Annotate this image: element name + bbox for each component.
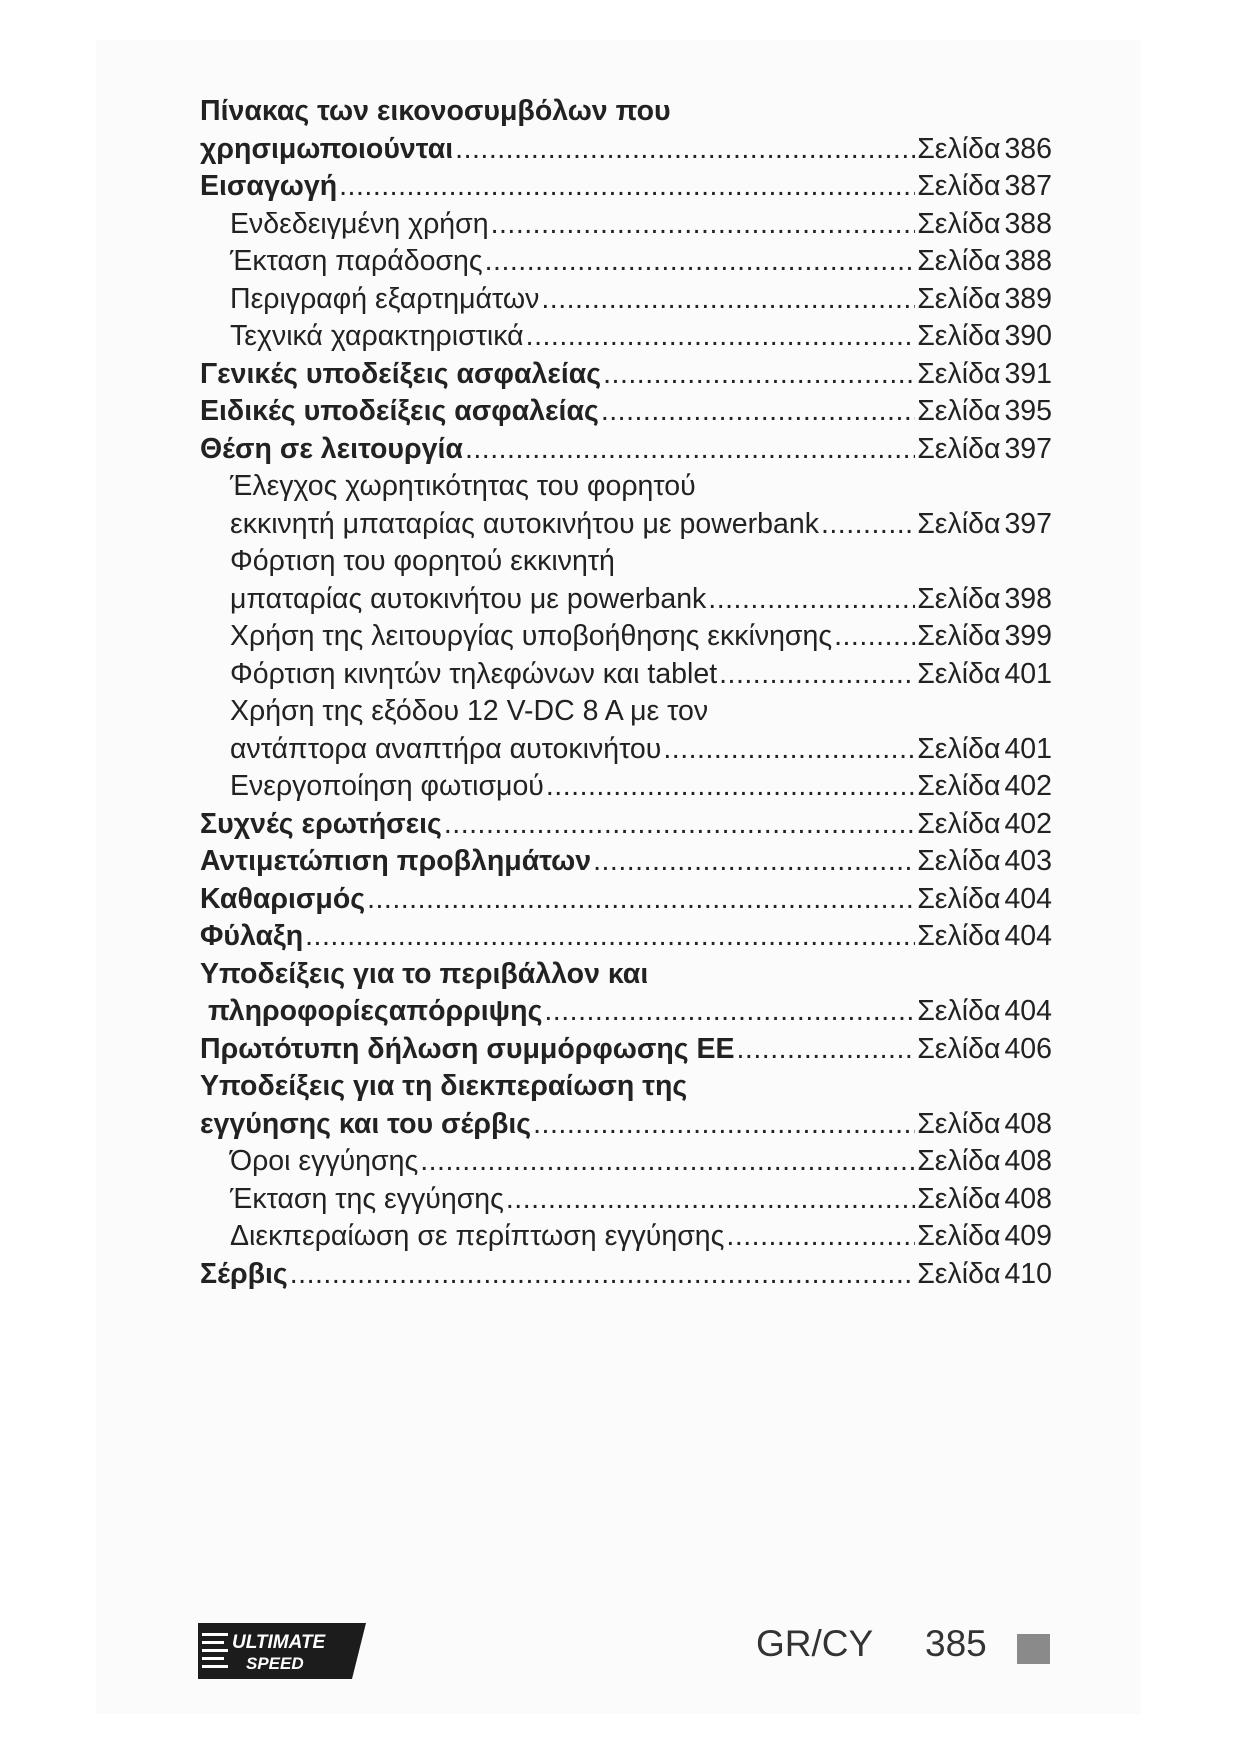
dot-leader bbox=[546, 768, 915, 806]
toc-entry-title: Υποδείξεις για τη διεκπεραίωση της bbox=[200, 1070, 688, 1102]
page-word: Σελίδα bbox=[917, 132, 1001, 165]
toc-entry-title: Διεκπεραίωση σε περίπτωση εγγύησης bbox=[230, 1220, 725, 1252]
toc-entry bbox=[200, 656, 1052, 694]
toc-entry bbox=[200, 168, 1052, 206]
toc-entry-title: Έλεγχος χωρητικότητας του φορητού bbox=[230, 470, 696, 502]
ultimate-speed-logo bbox=[198, 1623, 366, 1679]
page-word: Σελίδα bbox=[917, 770, 1001, 802]
page-number: 408 bbox=[1004, 1182, 1052, 1215]
toc-entry bbox=[200, 1256, 1052, 1294]
page-word: Σελίδα bbox=[917, 432, 1001, 465]
dot-leader bbox=[544, 993, 915, 1031]
toc-entry bbox=[200, 1218, 1052, 1256]
toc-entry-title: Όροι εγγύησης bbox=[230, 1145, 419, 1177]
page-number: 404 bbox=[1004, 882, 1052, 915]
toc-page-ref bbox=[917, 656, 1052, 694]
page-number: 408 bbox=[1004, 1145, 1052, 1177]
toc-entry-title: μπαταρίας αυτοκινήτου με powerbank bbox=[230, 582, 707, 615]
toc-entry bbox=[200, 881, 1052, 919]
toc-page-ref bbox=[917, 1181, 1052, 1219]
toc-entry-title: Χρήση της εξόδου 12 V-DC 8 A με τον bbox=[230, 695, 709, 727]
page-word: Σελίδα bbox=[917, 207, 1001, 240]
dot-leader bbox=[455, 131, 915, 169]
dot-leader bbox=[367, 881, 915, 919]
table-of-contents bbox=[200, 93, 1052, 1293]
page-number: 409 bbox=[1004, 1220, 1052, 1252]
toc-page-ref bbox=[917, 843, 1052, 881]
toc-page-ref bbox=[917, 506, 1052, 544]
page-word: Σελίδα bbox=[917, 320, 1001, 352]
page-word: Σελίδα bbox=[917, 282, 1001, 315]
toc-entry bbox=[200, 993, 1052, 1031]
logo-text-bottom: SPEED bbox=[246, 1654, 304, 1673]
page-number: 389 bbox=[1004, 282, 1052, 315]
page-word: Σελίδα bbox=[917, 1182, 1001, 1215]
toc-entry bbox=[200, 731, 1052, 769]
page-number: 399 bbox=[1004, 620, 1052, 652]
toc-entry bbox=[200, 281, 1052, 319]
toc-entry-title: Πρωτότυπη δήλωση συμμόρφωσης ΕΕ bbox=[200, 1032, 735, 1065]
logo-speed-line bbox=[202, 1657, 224, 1660]
page-number: 403 bbox=[1004, 845, 1052, 877]
toc-entry bbox=[200, 206, 1052, 244]
dot-leader bbox=[339, 168, 915, 206]
dot-leader bbox=[420, 1143, 915, 1181]
toc-entry-title: Περιγραφή εξαρτημάτων bbox=[230, 282, 540, 315]
dot-leader bbox=[533, 1106, 915, 1144]
toc-entry bbox=[200, 1106, 1052, 1144]
page-word: Σελίδα bbox=[917, 1220, 1001, 1252]
toc-page-ref bbox=[917, 618, 1052, 656]
toc-page-ref bbox=[917, 768, 1052, 806]
toc-entry bbox=[200, 1143, 1052, 1181]
toc-entry-title: εκκινητή μπαταρίας αυτοκινήτου με powerbank bbox=[230, 507, 819, 540]
page-number: 390 bbox=[1004, 320, 1052, 352]
dot-leader bbox=[663, 731, 915, 769]
toc-page-ref bbox=[917, 281, 1052, 319]
toc-entry bbox=[200, 393, 1052, 431]
toc-page-ref bbox=[917, 431, 1052, 469]
logo-speed-line bbox=[202, 1649, 228, 1652]
dot-leader bbox=[708, 581, 915, 619]
toc-page-ref bbox=[917, 1143, 1052, 1181]
logo-speed-line bbox=[202, 1641, 224, 1644]
page-word: Σελίδα bbox=[917, 1145, 1001, 1177]
dot-leader bbox=[603, 356, 915, 394]
page-word: Σελίδα bbox=[917, 582, 1001, 615]
page-word: Σελίδα bbox=[917, 807, 1001, 840]
toc-page-ref bbox=[917, 131, 1052, 169]
toc-entry bbox=[200, 1068, 1052, 1106]
page-word: Σελίδα bbox=[917, 1032, 1001, 1065]
toc-entry bbox=[200, 1181, 1052, 1219]
dot-leader bbox=[506, 1181, 915, 1219]
toc-page-ref bbox=[917, 881, 1052, 919]
page-word: Σελίδα bbox=[917, 732, 1001, 765]
dot-leader bbox=[726, 1218, 915, 1256]
toc-entry bbox=[200, 318, 1052, 356]
toc-entry-title: Χρήση της λειτουργίας υποβοήθησης εκκίνησης bbox=[230, 620, 833, 652]
page-word: Σελίδα bbox=[917, 845, 1001, 877]
toc-entry-title: Θέση σε λειτουργία bbox=[200, 432, 463, 465]
region-code: GR/CY bbox=[756, 1623, 874, 1664]
page-word: Σελίδα bbox=[917, 995, 1001, 1027]
page-word: Σελίδα bbox=[917, 1107, 1001, 1140]
dot-leader bbox=[465, 431, 915, 469]
page-number: 402 bbox=[1004, 770, 1052, 802]
toc-entry bbox=[200, 243, 1052, 281]
toc-entry-title: Φόρτιση του φορητού εκκινητή bbox=[230, 545, 615, 577]
page-word: Σελίδα bbox=[917, 882, 1001, 915]
toc-entry bbox=[200, 956, 1052, 994]
toc-entry-title: αντάπτορα αναπτήρα αυτοκινήτου bbox=[230, 732, 662, 765]
toc-page-ref bbox=[917, 356, 1052, 394]
toc-page-ref bbox=[917, 206, 1052, 244]
toc-entry-title: Υποδείξεις για το περιβάλλον και bbox=[200, 957, 649, 990]
page-word: Σελίδα bbox=[917, 1257, 1001, 1290]
toc-entry bbox=[200, 93, 1052, 131]
toc-page-ref bbox=[917, 1106, 1052, 1144]
dot-leader bbox=[290, 1256, 915, 1294]
page-number: 404 bbox=[1004, 995, 1052, 1027]
page-word: Σελίδα bbox=[917, 170, 1001, 202]
dot-leader bbox=[601, 393, 915, 431]
toc-entry-title: Έκταση παράδοσης bbox=[230, 245, 483, 277]
page-number: 397 bbox=[1004, 507, 1052, 540]
toc-entry-title: Συχνές ερωτήσεις bbox=[200, 807, 442, 840]
footer-marker-square bbox=[1017, 1634, 1050, 1664]
page-number: 408 bbox=[1004, 1107, 1052, 1140]
toc-entry-title: Γενικές υποδείξεις ασφαλείας bbox=[200, 357, 602, 390]
logo-speed-line bbox=[202, 1665, 228, 1668]
toc-page-ref bbox=[917, 243, 1052, 281]
page-word: Σελίδα bbox=[917, 620, 1001, 652]
toc-page-ref bbox=[917, 806, 1052, 844]
toc-entry bbox=[200, 581, 1052, 619]
dot-leader bbox=[593, 843, 915, 881]
dot-leader bbox=[526, 318, 916, 356]
page-word: Σελίδα bbox=[917, 507, 1001, 540]
toc-entry-title: Σέρβις bbox=[200, 1257, 288, 1290]
dot-leader bbox=[737, 1031, 916, 1069]
toc-page-ref bbox=[917, 168, 1052, 206]
toc-entry bbox=[200, 918, 1052, 956]
toc-entry-title: Πίνακας των εικονοσυμβόλων που bbox=[200, 95, 671, 127]
toc-page-ref bbox=[917, 581, 1052, 619]
dot-leader bbox=[444, 806, 915, 844]
page-number: 391 bbox=[1004, 357, 1052, 390]
dot-leader bbox=[719, 656, 915, 694]
toc-entry-title: Φύλαξη bbox=[200, 920, 304, 952]
page-number: 406 bbox=[1004, 1032, 1052, 1065]
toc-page-ref bbox=[917, 1218, 1052, 1256]
toc-entry bbox=[200, 543, 1052, 581]
page-word: Σελίδα bbox=[917, 920, 1001, 952]
toc-entry-title: Ενδεδειγμένη χρήση bbox=[230, 207, 489, 240]
toc-entry-title: Καθαρισμός bbox=[200, 882, 366, 915]
toc-page-ref bbox=[917, 1256, 1052, 1294]
toc-entry bbox=[200, 693, 1052, 731]
toc-entry bbox=[200, 431, 1052, 469]
page-number: 402 bbox=[1004, 807, 1052, 840]
page-number: 401 bbox=[1004, 732, 1052, 765]
logo-text-top: ULTIMATE bbox=[232, 1632, 326, 1653]
toc-page-ref bbox=[917, 393, 1052, 431]
page-number: 398 bbox=[1004, 582, 1052, 615]
toc-entry bbox=[200, 1031, 1052, 1069]
page-word: Σελίδα bbox=[917, 357, 1001, 390]
page-word: Σελίδα bbox=[917, 657, 1001, 690]
toc-entry bbox=[200, 468, 1052, 506]
toc-page-ref bbox=[917, 993, 1052, 1031]
toc-page-ref bbox=[917, 731, 1052, 769]
dot-leader bbox=[821, 506, 915, 544]
toc-entry bbox=[200, 806, 1052, 844]
toc-entry-title: πληροφορίεςαπόρριψης bbox=[208, 995, 543, 1027]
dot-leader bbox=[541, 281, 915, 319]
toc-page-ref bbox=[917, 1031, 1052, 1069]
page-number-footer: 385 bbox=[925, 1623, 987, 1664]
dot-leader bbox=[834, 618, 915, 656]
page-number: 395 bbox=[1004, 395, 1052, 427]
page-number: 386 bbox=[1004, 132, 1052, 165]
toc-entry-title: Ειδικές υποδείξεις ασφαλείας bbox=[200, 395, 599, 427]
toc-entry-title: χρησιμωποιούνται bbox=[200, 132, 454, 165]
toc-page-ref bbox=[917, 318, 1052, 356]
toc-entry bbox=[200, 843, 1052, 881]
toc-page-ref bbox=[917, 918, 1052, 956]
toc-entry-title: εγγύησης και του σέρβις bbox=[200, 1107, 532, 1140]
toc-entry bbox=[200, 618, 1052, 656]
page-number: 410 bbox=[1004, 1257, 1052, 1290]
dot-leader bbox=[485, 243, 916, 281]
dot-leader bbox=[491, 206, 916, 244]
page-number: 388 bbox=[1004, 245, 1052, 277]
toc-entry-title: Εισαγωγή bbox=[200, 170, 338, 202]
page-number: 387 bbox=[1004, 170, 1052, 202]
dot-leader bbox=[305, 918, 915, 956]
toc-entry-title: Φόρτιση κινητών τηλεφώνων και tablet bbox=[230, 657, 718, 690]
page-word: Σελίδα bbox=[917, 245, 1001, 277]
page-number: 388 bbox=[1004, 207, 1052, 240]
toc-entry-title: Ενεργοποίηση φωτισμού bbox=[230, 770, 544, 802]
logo-speed-line bbox=[202, 1633, 228, 1636]
toc-entry-title: Αντιμετώπιση προβλημάτων bbox=[200, 845, 592, 877]
page-number: 401 bbox=[1004, 657, 1052, 690]
toc-entry bbox=[200, 356, 1052, 394]
toc-entry-title: Έκταση της εγγύησης bbox=[230, 1182, 504, 1215]
toc-entry-title: Τεχνικά χαρακτηριστικά bbox=[230, 320, 524, 352]
page-word: Σελίδα bbox=[917, 395, 1001, 427]
toc-entry bbox=[200, 768, 1052, 806]
page-number: 404 bbox=[1004, 920, 1052, 952]
page-number: 397 bbox=[1004, 432, 1052, 465]
toc-entry bbox=[200, 131, 1052, 169]
toc-entry bbox=[200, 506, 1052, 544]
